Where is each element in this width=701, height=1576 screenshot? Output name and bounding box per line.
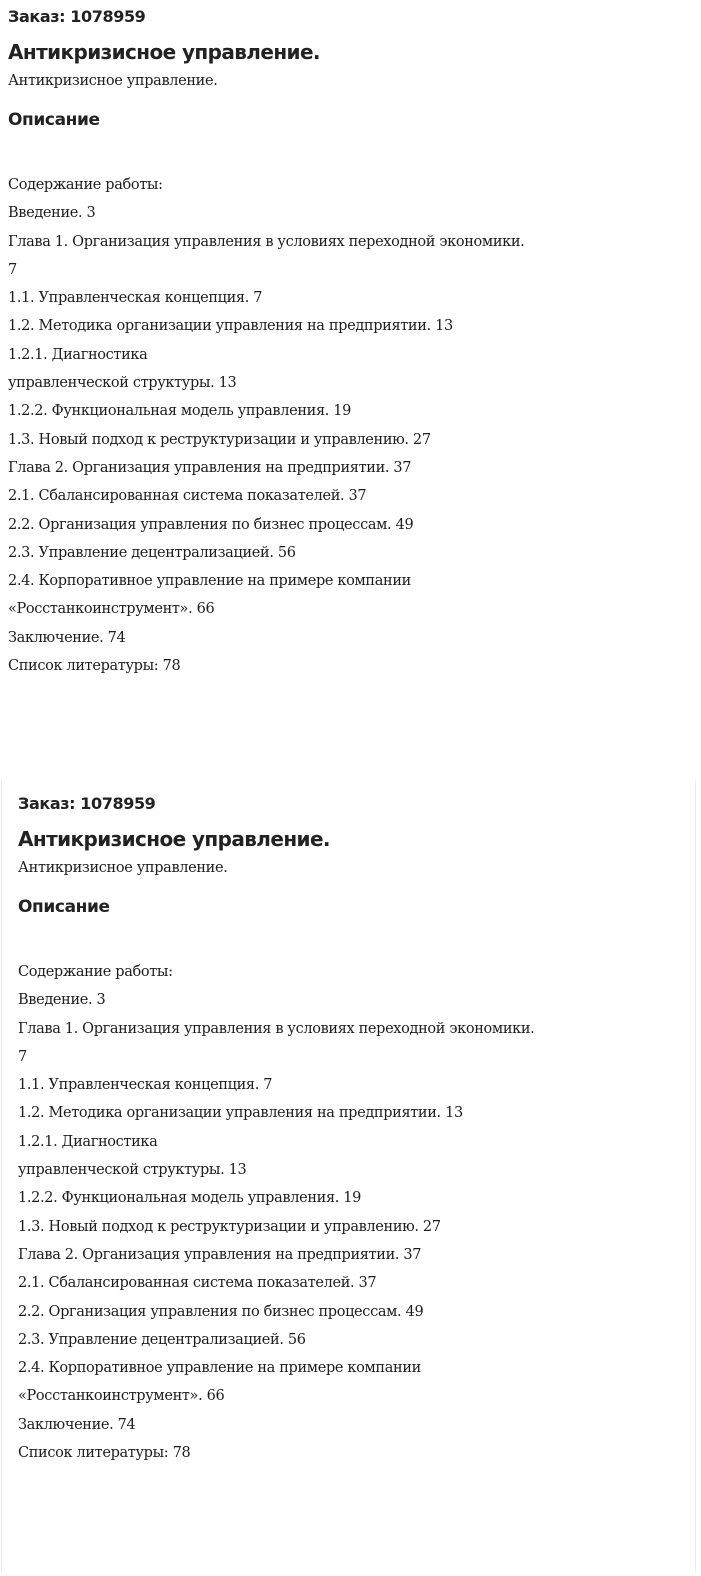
toc-line: Глава 1. Организация управления в условиях переходной экономики. [18, 1020, 535, 1037]
toc-line: 2.4. Корпоративное управление на примере компании [8, 573, 411, 590]
toc-line: 1.3. Новый подход к реструктуризации и управлению. 27 [8, 431, 431, 448]
toc-line: 2.2. Организация управления по бизнес процессам. 49 [8, 516, 414, 533]
toc-line: 2.3. Управление децентрализацией. 56 [8, 544, 296, 561]
toc-line: 2.2. Организация управления по бизнес процессам. 49 [18, 1303, 424, 1320]
order-number: Заказ: 1078959 [8, 7, 146, 26]
toc-line: управленческой структуры. 13 [8, 375, 237, 392]
table-of-contents [8, 171, 524, 680]
toc-line: Содержание работы: [8, 177, 163, 193]
toc-line: Введение. 3 [18, 992, 106, 1009]
toc-line: 7 [18, 1048, 27, 1065]
order-content [8, 7, 524, 680]
toc-line: 1.2. Методика организации управления на предприятии. 13 [8, 318, 453, 335]
page-subtitle: Антикризисное управление. [8, 73, 218, 89]
order-content [18, 794, 534, 1467]
toc-line: Список литературы: 78 [18, 1445, 191, 1462]
page-title: Антикризисное управление. [8, 40, 320, 64]
toc-line: Глава 1. Организация управления в условиях переходной экономики. [8, 233, 525, 250]
toc-line: Список литературы: 78 [8, 658, 181, 675]
toc-line: 2.1. Сбалансированная система показателей. 37 [8, 488, 367, 505]
order-card-bottom [0, 770, 701, 1576]
toc-line: 1.2.2. Функциональная модель управления. 19 [8, 403, 352, 420]
toc-line: 1.2. Методика организации управления на предприятии. 13 [18, 1105, 463, 1122]
toc-line: 1.3. Новый подход к реструктуризации и управлению. 27 [18, 1218, 441, 1235]
toc-line: Заключение. 74 [18, 1416, 136, 1433]
toc-line: 2.3. Управление децентрализацией. 56 [18, 1331, 306, 1348]
toc-line: Глава 2. Организация управления на предприятии. 37 [8, 459, 412, 476]
description-heading: Описание [8, 110, 100, 130]
toc-line: «Росстанкоинструмент». 66 [8, 601, 215, 618]
toc-line: управленческой структуры. 13 [18, 1162, 247, 1179]
toc-line: 1.2.1. Диагностика [8, 346, 148, 363]
toc-line: 1.1. Управленческая концепция. 7 [18, 1077, 273, 1094]
toc-line: 1.2.1. Диагностика [18, 1133, 158, 1150]
toc-line: «Росстанкоинструмент». 66 [18, 1388, 225, 1405]
toc-line: Содержание работы: [18, 964, 173, 980]
toc-line: Введение. 3 [8, 205, 96, 222]
toc-line: 2.4. Корпоративное управление на примере компании [18, 1360, 421, 1377]
toc-line: 7 [8, 261, 17, 278]
page-title: Антикризисное управление. [18, 827, 330, 851]
toc-line: 1.2.2. Функциональная модель управления. 19 [18, 1190, 362, 1207]
toc-line: Глава 2. Организация управления на предприятии. 37 [18, 1246, 422, 1263]
toc-line: 1.1. Управленческая концепция. 7 [8, 290, 263, 307]
toc-line: Заключение. 74 [8, 629, 126, 646]
description-heading: Описание [18, 897, 110, 917]
order-card-top [0, 0, 701, 770]
page-subtitle: Антикризисное управление. [18, 860, 228, 876]
table-of-contents [18, 958, 534, 1467]
toc-line: 2.1. Сбалансированная система показателей. 37 [18, 1275, 377, 1292]
order-number: Заказ: 1078959 [18, 794, 156, 813]
